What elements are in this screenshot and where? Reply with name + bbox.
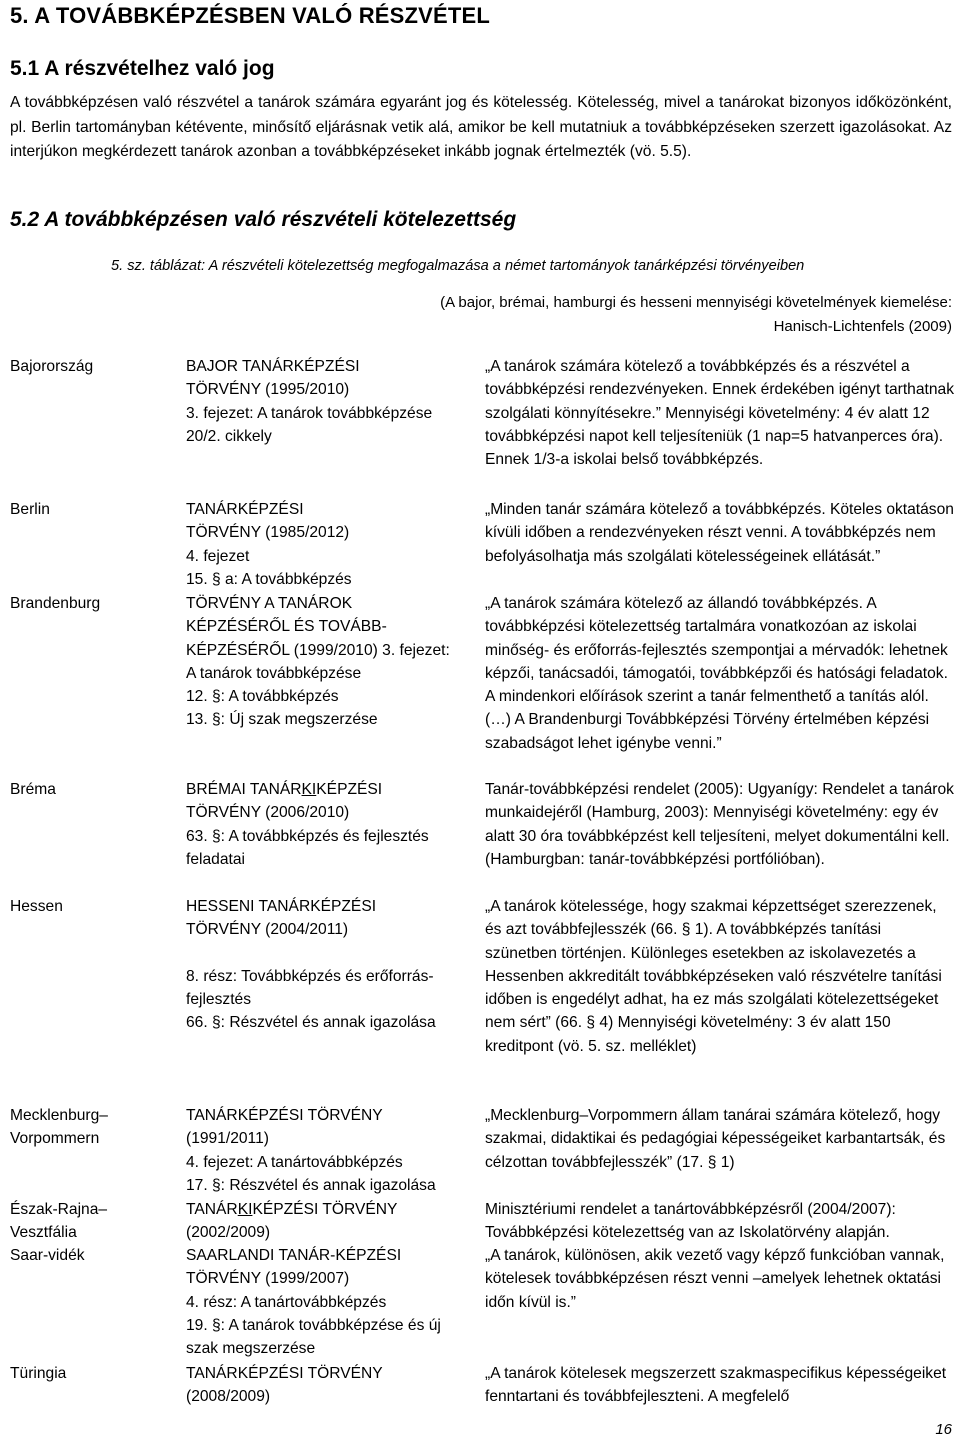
law-cell bbox=[186, 592, 470, 732]
law-line: KÉPZÉSÉRŐL ÉS TOVÁBB- bbox=[186, 618, 387, 636]
text-cell: „A tanárok, különösen, akik vezető vagy képző funkcióban vannak, kötelesek továbbképzésen részt venni –amelyek lehetnek oktatási időn kívül is.” bbox=[485, 1247, 945, 1311]
law-line: 15. § a: A továbbképzés bbox=[186, 570, 352, 588]
state-line: Észak-Rajna– bbox=[10, 1201, 108, 1218]
law-cell bbox=[186, 1198, 470, 1245]
law-line: TÖRVÉNY (2004/2011) bbox=[186, 921, 349, 939]
law-cell bbox=[186, 498, 470, 591]
law-line: 20/2. cikkely bbox=[186, 427, 272, 445]
text-cell: „A tanárok számára kötelező az állandó továbbképzés. A továbbképzési kötelezettség tartalmára vonatkozóan az iskolai minőség- és erőforrás-fejlesztés szempontjai a mérvadók: lehetnek képzői, tanácsadói, támogatói, továbbképzői és hatósági feladatok. A mindenkori előírások szerint a tanár felmenthető a tanítás alól. (…) A Brandenburgi Továbbképzési Törvény értelmében képzési szabadságot lehet igénybe venni.” bbox=[485, 595, 948, 752]
law-line: (2008/2009) bbox=[186, 1388, 271, 1406]
law-line: (1991/2011) bbox=[186, 1130, 269, 1148]
law-line: (2002/2009) bbox=[186, 1224, 271, 1242]
law-line: BRÉMAI TANÁRKIKÉPZÉSI bbox=[186, 781, 383, 798]
law-cell bbox=[186, 1244, 470, 1360]
law-line: TÖRVÉNY (2006/2010) bbox=[186, 804, 350, 822]
law-line: TANÁRKÉPZÉSI TÖRVÉNY bbox=[186, 1107, 383, 1124]
state-cell bbox=[10, 1198, 170, 1245]
text-cell: „Minden tanár számára kötelező a továbbképzés. Köteles oktatáson kívüli időben a rendezvényeken részt venni. A továbbképzés nem befolyásolhatja más szolgálati kötelességeinek ellátását.” bbox=[485, 501, 954, 565]
state-cell: Hessen bbox=[10, 898, 63, 915]
law-line: 19. §: A tanárok továbbképzése és új bbox=[186, 1316, 441, 1334]
state-cell: Bréma bbox=[10, 781, 56, 798]
law-line: TÖRVÉNY A TANÁROK bbox=[186, 595, 353, 612]
law-line: SAARLANDI TANÁR-KÉPZÉSI bbox=[186, 1247, 402, 1264]
law-line: 4. fejezet bbox=[186, 547, 250, 565]
law-line: KÉPZÉSÉRŐL (1999/2010) 3. fejezet: bbox=[186, 641, 450, 659]
page-number: 16 bbox=[935, 1421, 952, 1438]
chapter-heading: 5. A TOVÁBBKÉPZÉSBEN VALÓ RÉSZVÉTEL bbox=[10, 3, 491, 28]
law-line: 66. §: Részvétel és annak igazolása bbox=[186, 1014, 436, 1032]
law-line: TÖRVÉNY (1995/2010) bbox=[186, 381, 350, 399]
text-cell: „A tanárok számára kötelező a továbbképzés és a részvétel a továbbképzési rendezvényeken. Ennek érdekében igényt tarthatnak szolgálati könnyítésekre.” Mennyiségi követelmény: 4 év alatt 12 továbbképzési napot kell teljesíteniük (1 nap=5 hatvanperces óra). Ennek 1/3-a iskolai belső továbbképzés. bbox=[485, 358, 954, 469]
law-line: TÖRVÉNY (1999/2007) bbox=[186, 1270, 350, 1288]
section-heading-5-1: 5.1 A részvételhez való jog bbox=[10, 57, 275, 80]
state-cell bbox=[10, 1104, 170, 1151]
law-line: TANÁRKIKÉPZÉSI TÖRVÉNY bbox=[186, 1201, 398, 1218]
law-line: 4. rész: A tanártovábbképzés bbox=[186, 1293, 387, 1311]
table-caption: 5. sz. táblázat: A részvételi kötelezettség megfogalmazása a német tartományok tanárképzési törvényeiben bbox=[111, 258, 805, 274]
state-cell: Saar-vidék bbox=[10, 1247, 85, 1264]
section-heading-5-2: 5.2 A továbbképzésen való részvételi kötelezettség bbox=[10, 208, 517, 231]
law-line: 12. §: A továbbképzés bbox=[186, 688, 339, 706]
text-cell: Minisztériumi rendelet a tanártovábbképzésről (2004/2007): Továbbképzési kötelezettség van az Iskolatörvény alapján. bbox=[485, 1201, 896, 1242]
law-line: szak megszerzése bbox=[186, 1340, 316, 1358]
law-cell bbox=[186, 1362, 470, 1409]
law-line: fejlesztés bbox=[186, 991, 252, 1009]
law-line: TANÁRKÉPZÉSI TÖRVÉNY bbox=[186, 1365, 383, 1382]
law-line: TÖRVÉNY (1985/2012) bbox=[186, 524, 350, 542]
text-cell: „Mecklenburg–Vorpommern állam tanárai számára kötelező, hogy szakmai, didaktikai és pedagógiai képességeiket karbantartsák, és célzottan továbbfejlesszék” (17. § 1) bbox=[485, 1107, 946, 1171]
law-line: feladatai bbox=[186, 850, 245, 868]
law-line: 17. §: Részvétel és annak igazolása bbox=[186, 1176, 436, 1194]
law-line: 63. §: A továbbképzés és fejlesztés bbox=[186, 827, 429, 845]
law-line: TANÁRKÉPZÉSI bbox=[186, 501, 304, 518]
law-line: BAJOR TANÁRKÉPZÉSI bbox=[186, 358, 360, 375]
law-cell bbox=[186, 355, 470, 448]
text-cell: Tanár-továbbképzési rendelet (2005): Ugyanígy: Rendelet a tanárok munkaidejéről (Hamburg, 2003): Mennyiségi követelmény: egy év alatt 30 óra továbbképzést kell teljesíteni, melyet dokumentálni kell. (Hamburgban: tanár-továbbképzési portfólióban). bbox=[485, 781, 954, 868]
state-cell: Türingia bbox=[10, 1365, 67, 1382]
state-cell: Bajorország bbox=[10, 358, 94, 375]
law-cell bbox=[186, 895, 470, 1035]
table-source-note: (A bajor, brémai, hamburgi és hesseni mennyiségi követelmények kiemelése: Hanisch-Lichtenfels (2009) bbox=[440, 294, 952, 335]
state-line: Mecklenburg– bbox=[10, 1107, 108, 1124]
law-line: 3. fejezet: A tanárok továbbképzése bbox=[186, 404, 433, 422]
state-line: Vesztfália bbox=[10, 1224, 77, 1242]
law-cell bbox=[186, 778, 470, 871]
law-line: 8. rész: Továbbképzés és erőforrás- bbox=[186, 967, 434, 985]
intro-paragraph: A továbbképzésen való részvétel a tanárok számára egyaránt jog és kötelesség. Kötelesség, mivel a tanárokat bizonyos időközönként, pl. Berlin tartományban kétévente, minősítő eljárásnak vetik alá, amikor be kell mutatniuk a továbbképzéseken szerzett igazolásokat. Az interjúkon megkérdezett tanárok azonban a továbbképzéseket inkább jognak értelmezték (vö. 5.5). bbox=[10, 94, 952, 160]
law-line: HESSENI TANÁRKÉPZÉSI bbox=[186, 898, 377, 915]
law-line: 4. fejezet: A tanártovábbképzés bbox=[186, 1153, 403, 1171]
text-cell: „A tanárok kötelessége, hogy szakmai képzettséget szerezzenek, és azt továbbfejlesszék (66. § 1). A továbbképzés tanítási szünetben történjen. Különleges esetekben az iskolavezetés a Hessenben akkreditált továbbképzéseken való részvételre tanítási időben is engedélyt adhat, ha ez más szolgálati kötelezettségeket nem sért” (66. § 4) Mennyiségi követelmény: 3 év alatt 150 kreditpont (vö. 5. sz. melléklet) bbox=[485, 898, 942, 1055]
state-cell: Brandenburg bbox=[10, 595, 101, 612]
state-line: Vorpommern bbox=[10, 1130, 100, 1148]
text-cell: „A tanárok kötelesek megszerzett szakmaspecifikus képességeiket fenntartani és továbbfejleszteni. A megfelelő bbox=[485, 1365, 947, 1406]
law-line: 13. §: Új szak megszerzése bbox=[186, 711, 378, 729]
law-cell bbox=[186, 1104, 470, 1197]
law-line: A tanárok továbbképzése bbox=[186, 664, 362, 682]
state-cell: Berlin bbox=[10, 501, 50, 518]
